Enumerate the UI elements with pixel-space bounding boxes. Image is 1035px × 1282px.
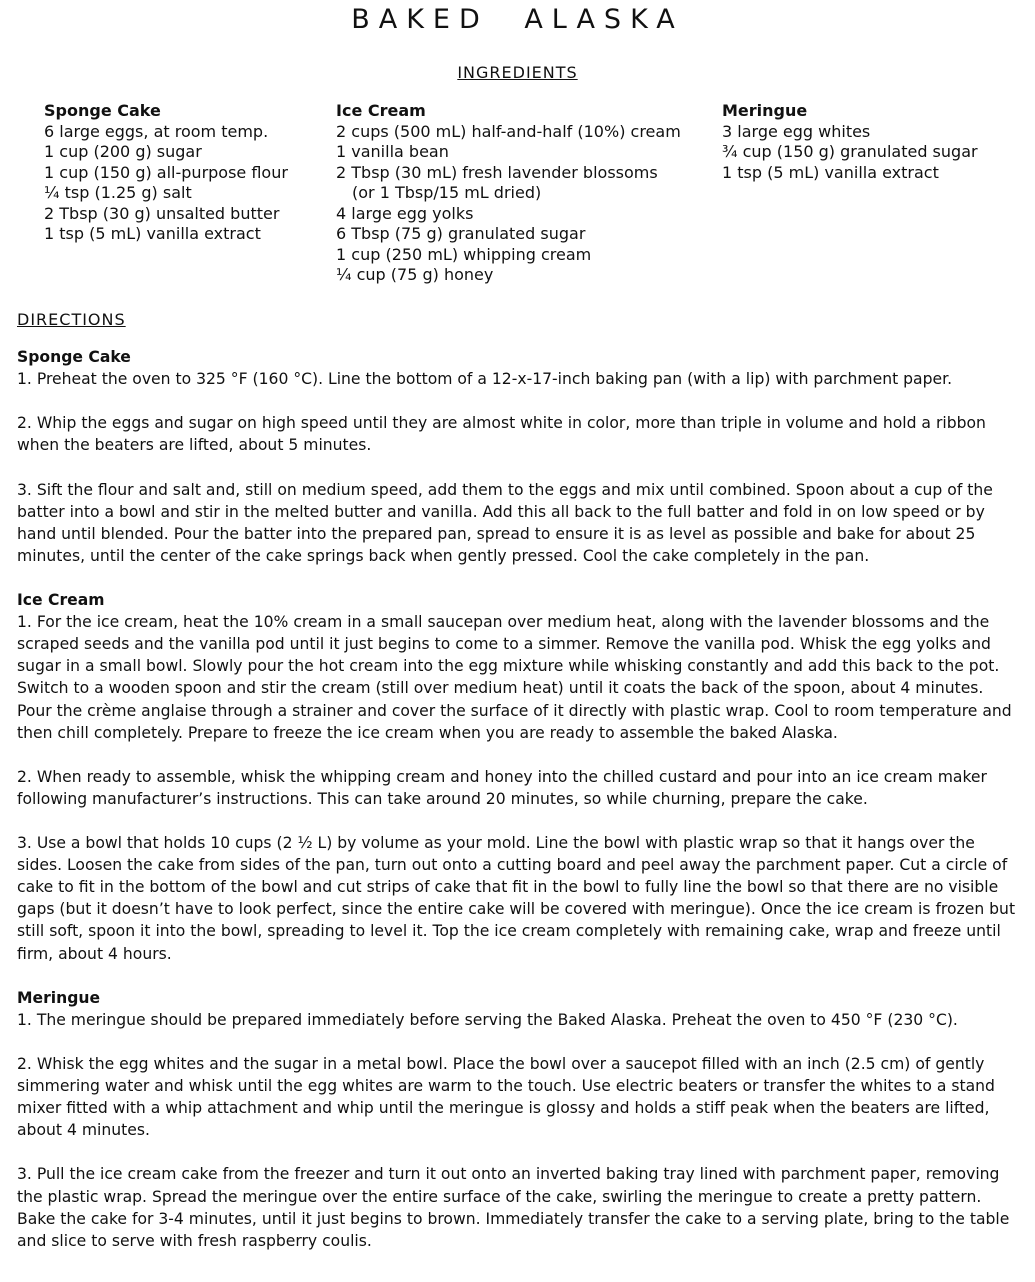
direction-step: 1. The meringue should be prepared immediately before serving the Baked Alaska. Preheat the oven to 450 °F (230 °C). [17,1010,958,1029]
ingredient-item: 3 large egg whites [722,121,871,141]
ingredient-item: 1 cup (200 g) sugar [44,142,202,161]
ingredient-item: 1 cup (250 mL) whipping cream [336,244,592,264]
directions-heading: DIRECTIONS [17,310,126,329]
ingredients-column-meringue [722,101,978,183]
ingredient-group-heading: Ice Cream [336,101,426,120]
direction-step: 3. Pull the ice cream cake from the freezer and turn it out onto an inverted baking tray lined with parchment paper, removing the plastic wrap. Spread the meringue over the entire surface of the cake, swirling the meringue to create a pretty pattern. Bake the cake for 3-4 minutes, until it just begins to brown. Immediately transfer the cake to a serving plate, bring to the table and slice to serve with fresh raspberry coulis. [17,1165,1010,1250]
ingredient-item: ¼ cup (75 g) honey [336,265,494,284]
directions-section-heading: Ice Cream [17,591,105,610]
ingredient-item: ¾ cup (150 g) granulated sugar [722,142,978,161]
ingredient-item: 2 Tbsp (30 g) unsalted butter [44,203,280,223]
directions-section-heading: Sponge Cake [17,348,131,366]
ingredient-item: 1 tsp (5 mL) vanilla extract [722,162,939,182]
ingredient-item: 6 large eggs, at room temp. [44,121,269,141]
ingredient-item: 1 cup (150 g) all-purpose flour [44,162,288,182]
ingredient-item: 2 cups (500 mL) half-and-half (10%) cream [336,121,681,141]
direction-step: 3. Sift the flour and salt and, still on medium speed, add them to the eggs and mix until combined. Spoon about a cup of the batter into a bowl and stir in the melted butter and vanilla. Add this all back to the full batter and fold in on low speed or by hand until blended. Pour the batter into the prepared pan, spread to ensure it is as level as possible and bake for about 25 minutes, until the center of the cake springs back when gently pressed. Cool the cake completely in the pan. [17,480,993,565]
recipe-title: BAKED ALASKA [351,4,684,35]
ingredients-column-ice-cream [336,101,681,286]
ingredients-heading: INGREDIENTS [457,63,578,82]
directions-body [17,346,1021,1252]
direction-step: 2. Whip the eggs and sugar on high speed until they are almost white in color, more than triple in volume and hold a ribbon when the beaters are lifted, about 5 minutes. [17,414,986,455]
ingredient-item: 1 vanilla bean [336,142,449,161]
ingredient-item: 6 Tbsp (75 g) granulated sugar [336,224,586,243]
ingredient-item: 2 Tbsp (30 mL) fresh lavender blossoms [336,162,658,182]
ingredient-item-note: (or 1 Tbsp/15 mL dried) [352,183,542,202]
direction-step: 2. When ready to assemble, whisk the whipping cream and honey into the chilled custard and pour into an ice cream maker following manufacturer’s instructions. This can take around 20 minutes, so while churning, prepare the cake. [17,767,987,808]
directions-section-heading: Meringue [17,988,101,1007]
ingredient-group-heading: Sponge Cake [44,101,161,120]
ingredients-column-sponge-cake [44,101,288,245]
ingredient-item: ¼ tsp (1.25 g) salt [44,183,192,202]
ingredient-group-heading: Meringue [722,101,808,120]
direction-step: 2. Whisk the egg whites and the sugar in a metal bowl. Place the bowl over a saucepot filled with an inch (2.5 cm) of gently simmering water and whisk until the egg whites are warm to the touch. Use electric beaters or transfer the whites to a stand mixer fitted with a whip attachment and whip until the meringue is glossy and holds a stiff peak when the beaters are lifted, about 4 minutes. [17,1055,995,1140]
direction-step: 1. Preheat the oven to 325 °F (160 °C). Line the bottom of a 12-x-17-inch baking pan (with a lip) with parchment paper. [17,370,953,389]
ingredient-item: 1 tsp (5 mL) vanilla extract [44,224,261,243]
ingredient-item: 4 large egg yolks [336,203,474,223]
direction-step: 3. Use a bowl that holds 10 cups (2 ½ L) by volume as your mold. Line the bowl with plastic wrap so that it hangs over the sides. Loosen the cake from sides of the pan, turn out onto a cutting board and peel away the parchment paper. Cut a circle of cake to fit in the bottom of the bowl and cut strips of cake that fit in the bowl to fully line the bowl so that there are no visible gaps (but it doesn’t have to look perfect, since the entire cake will be covered with meringue). Once the ice cream is frozen but still soft, spoon it into the bowl, spreading to level it. Top the ice cream completely with remaining cake, wrap and freeze until firm, about 4 hours. [17,834,1016,963]
direction-step: 1. For the ice cream, heat the 10% cream in a small saucepan over medium heat, along with the lavender blossoms and the scraped seeds and the vanilla pod until it just begins to come to a simmer. Remove the vanilla pod. Whisk the egg yolks and sugar in a small bowl. Slowly pour the hot cream into the egg mixture while whisking constantly and add this back to the pot. Switch to a wooden spoon and stir the cream (still over medium heat) until it coats the back of the spoon, about 4 minutes. Pour the crème anglaise through a strainer and cover the surface of it directly with plastic wrap. Cool to room temperature and then chill completely. Prepare to freeze the ice cream when you are ready to assemble the baked Alaska. [17,613,1012,742]
